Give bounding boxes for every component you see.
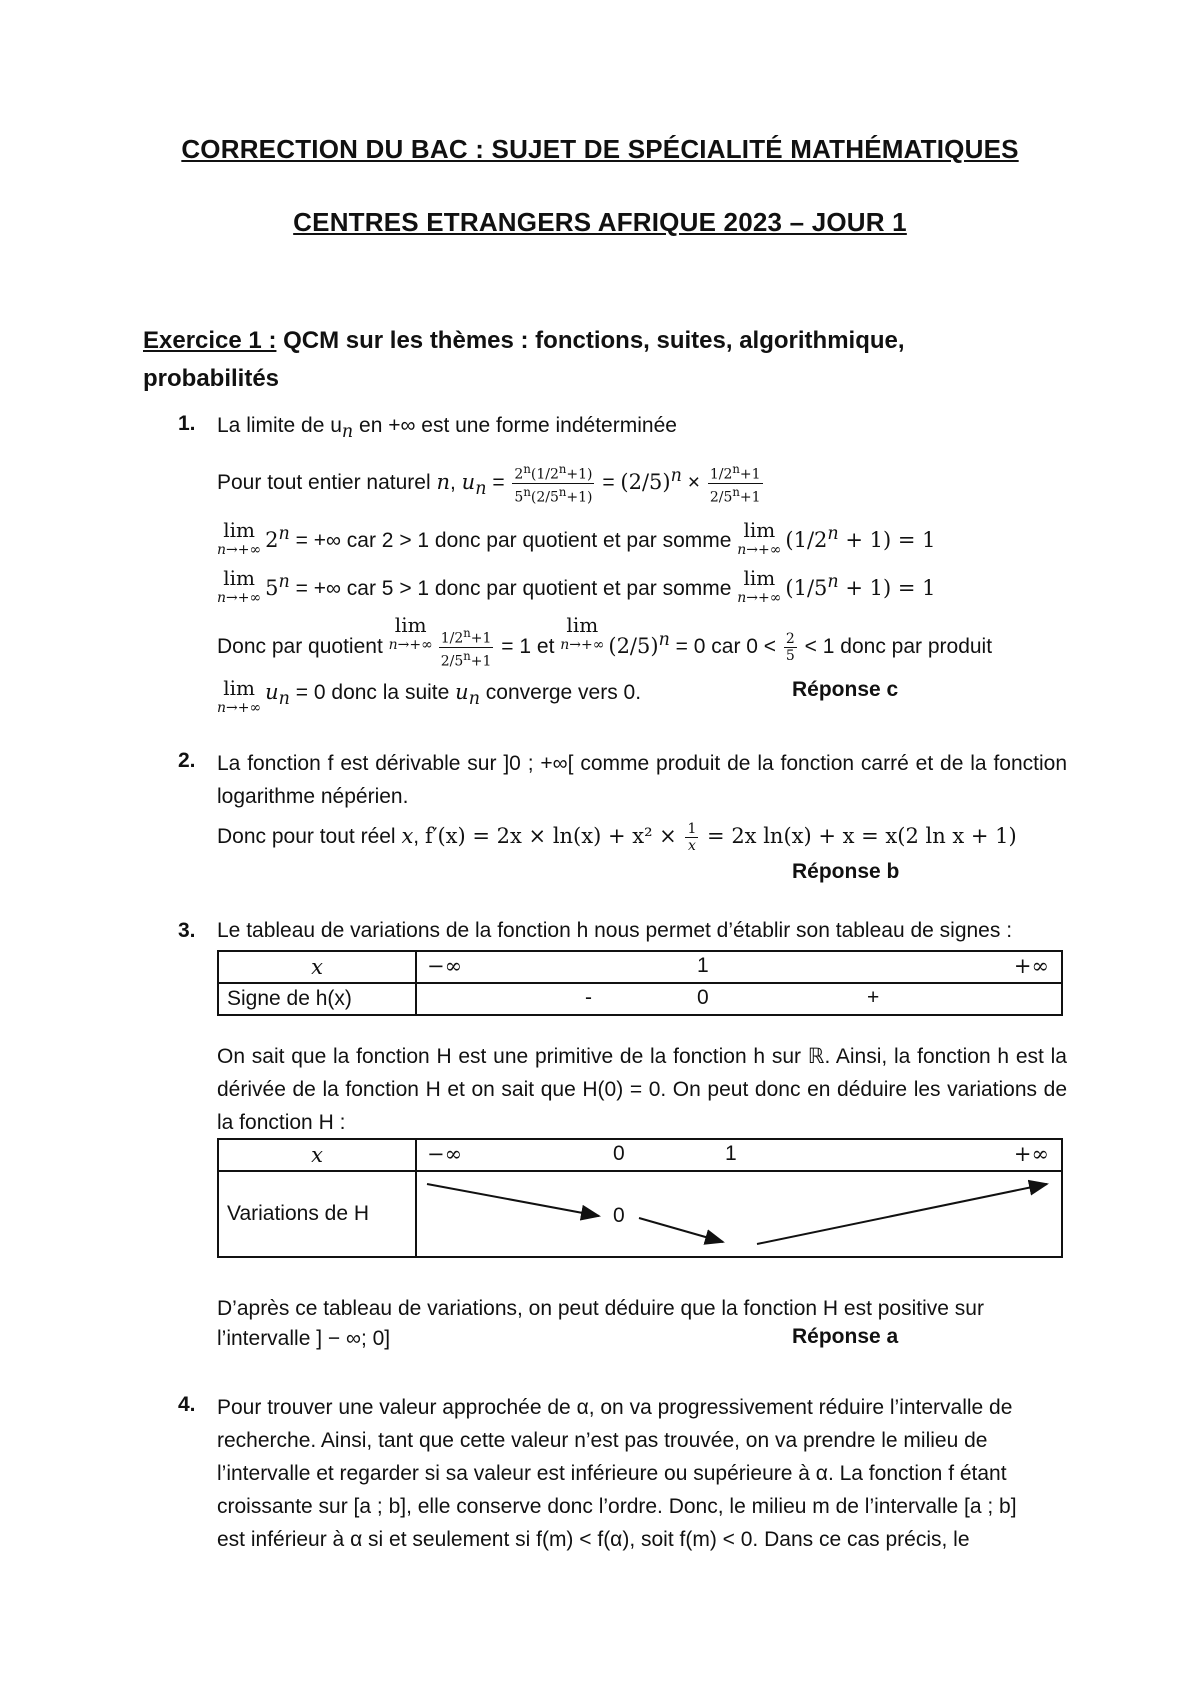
var-minus-inf: −∞ [427,1142,463,1166]
arrow-decreasing-1 [427,1184,599,1216]
q1-line1 [217,412,677,446]
q3-conclusion-line1: D’après ce tableau de variations, on peut déduire que la fonction H est positive sur [217,1297,984,1320]
sign-cell-label: Signe de h(x) [218,983,416,1015]
sign-minus-inf: −∞ [427,954,463,978]
q1-line2: Pour tout entier naturel n, $u_n$ = $\frac{2^n(1/2^n+1)}{5^n(2/5^n+1)}$ = $(2/5)^n$ × $\frac{1/2^n+1}{2/5^n+1}$ [217,462,761,506]
q1-answer: Réponse c [792,678,899,701]
q2-formula: f′(x) = 2x × ln(x) + x² × [424,824,684,848]
q1-l6-end: converge vers 0. [479,681,642,704]
q1-text-a: La limite de u [217,414,342,437]
sign-table-row-sign [218,983,1062,1015]
sign-one: 1 [697,954,709,977]
q1-line3: lim n→+∞ $2^n$ = +∞ car 2 > 1 donc par quotient et par somme lim n→+∞ $(1/2^n + 1) = 1$ [217,518,936,558]
var-zero-x: 0 [613,1142,625,1165]
q3-conclusion-line2: l’intervalle ] − ∞; 0] [217,1327,391,1350]
q1-l3-text: = +∞ car 2 > 1 donc par quotient et par somme [289,529,738,552]
q1-text-b: en +∞ est une forme indéterminée [353,414,677,437]
q4-line5: est inférieur à α si et seulement si f(m) < f(α), soit f(m) < 0. Dans ce cas précis, le [217,1528,970,1551]
var-cell-label: Variations de H [218,1171,416,1257]
var-zero-value: 0 [613,1204,625,1227]
q4-line2: recherche. Ainsi, tant que cette valeur n’est pas trouvée, on va prendre le milieu de [217,1429,988,1452]
q1-l5-a: Donc par quotient [217,635,389,658]
exercise-label: Exercice 1 : [143,327,277,354]
arrow-increasing [757,1184,1047,1244]
sign-zero: 0 [697,986,709,1009]
q3-paragraph: On sait que la fonction H est une primitive de la fonction h sur ℝ. Ainsi, la fonction h est la dérivée de la fonction H et on sait que H(0) = 0. On peut donc en déduire les variations de la fonction H : [217,1045,1067,1134]
sign-plus-inf: +∞ [1013,954,1049,978]
q1-l4-text: = +∞ car 5 > 1 donc par quotient et par somme [289,577,738,600]
variation-table-row-x [218,1139,1062,1171]
q4-line4: croissante sur [a ; b], elle conserve donc l’ordre. Donc, le milieu m de l’intervalle [a ; b] [217,1495,1017,1518]
q2-derivative: Donc pour tout réel x, f′(x) = 2x × ln(x) + x² × $\frac{1}{x}$ = 2x ln(x) + x = x(2 ln x + 1) [217,820,1017,854]
sign-table-row-x [218,951,1062,983]
var-cell-x: x [218,1139,416,1171]
var-cell-values [416,1139,1062,1171]
q4-line1: Pour trouver une valeur approchée de α, on va progressivement réduire l’intervalle de [217,1396,1013,1419]
document-title: CORRECTION DU BAC : SUJET DE SPÉCIALITÉ MATHÉMATIQUES [181,134,1019,164]
q1-sub: n [341,422,354,443]
variation-table-row-h [218,1171,1062,1257]
sign-table [217,950,1063,1016]
var-cell-arrows [416,1171,1062,1257]
exercise-title: QCM sur les thèmes : fonctions, suites, algorithmique, probabilités [143,327,905,392]
q4-line3: l’intervalle et regarder si sa valeur est inférieure ou supérieure à α. La fonction f étant [217,1462,1007,1485]
question-4-number: 4. [178,1393,196,1416]
q1-line4: lim n→+∞ $5^n$ = +∞ car 5 > 1 donc par quotient et par somme lim n→+∞ $(1/5^n + 1) = 1$ [217,566,936,606]
variation-arrows [417,1172,1069,1256]
question-1-number: 1. [178,412,196,435]
q1-line6: lim n→+∞ $u_n = 0$ donc la suite $u_n$ converge vers 0. [217,676,642,716]
q3-intro: Le tableau de variations de la fonction h nous permet d’établir son tableau de signes : [217,919,1013,942]
q1-l5-b: = 1 et [495,635,561,658]
q1-l5-c: = 0 car 0 < [669,635,782,658]
q3-answer: Réponse a [792,1325,899,1348]
var-plus-inf: +∞ [1013,1142,1049,1166]
sign-positive: + [867,986,880,1009]
q1-l2-text: Pour tout entier naturel [217,471,437,494]
exercise-heading [143,322,943,398]
q2-text: La fonction f est dérivable sur ]0 ; +∞[ comme produit de la fonction carré et de la fonction logarithme népérien. [217,752,1067,808]
q2-answer: Réponse b [792,860,900,883]
sign-negative: - [585,986,592,1009]
q1-l5-d: < 1 donc par produit [798,635,993,658]
sign-cell-values [416,951,1062,983]
variation-table [217,1138,1063,1258]
question-2-number: 2. [178,749,196,772]
sign-cell-x: x [218,951,416,983]
q1-line5: Donc par quotient lim n→+∞ $\frac{1/2^n+1}{2/5^n+1}$ = 1 et lim n→+∞ $(2/5)^n = 0$ car 0 < $\frac{2}{5}$ < 1 donc par produit [217,613,993,670]
var-one-x: 1 [725,1142,737,1165]
document-subtitle: CENTRES ETRANGERS AFRIQUE 2023 – JOUR 1 [293,207,907,237]
q2-formula-end: = 2x ln(x) + x = x(2 ln x + 1) [700,824,1017,848]
q2-l3-a: Donc pour tout réel [217,825,402,848]
sign-cell-signs [416,983,1062,1015]
question-3-number: 3. [178,919,196,942]
arrow-decreasing-2 [639,1218,723,1242]
q1-l6-text: = 0 donc la suite [289,681,456,704]
